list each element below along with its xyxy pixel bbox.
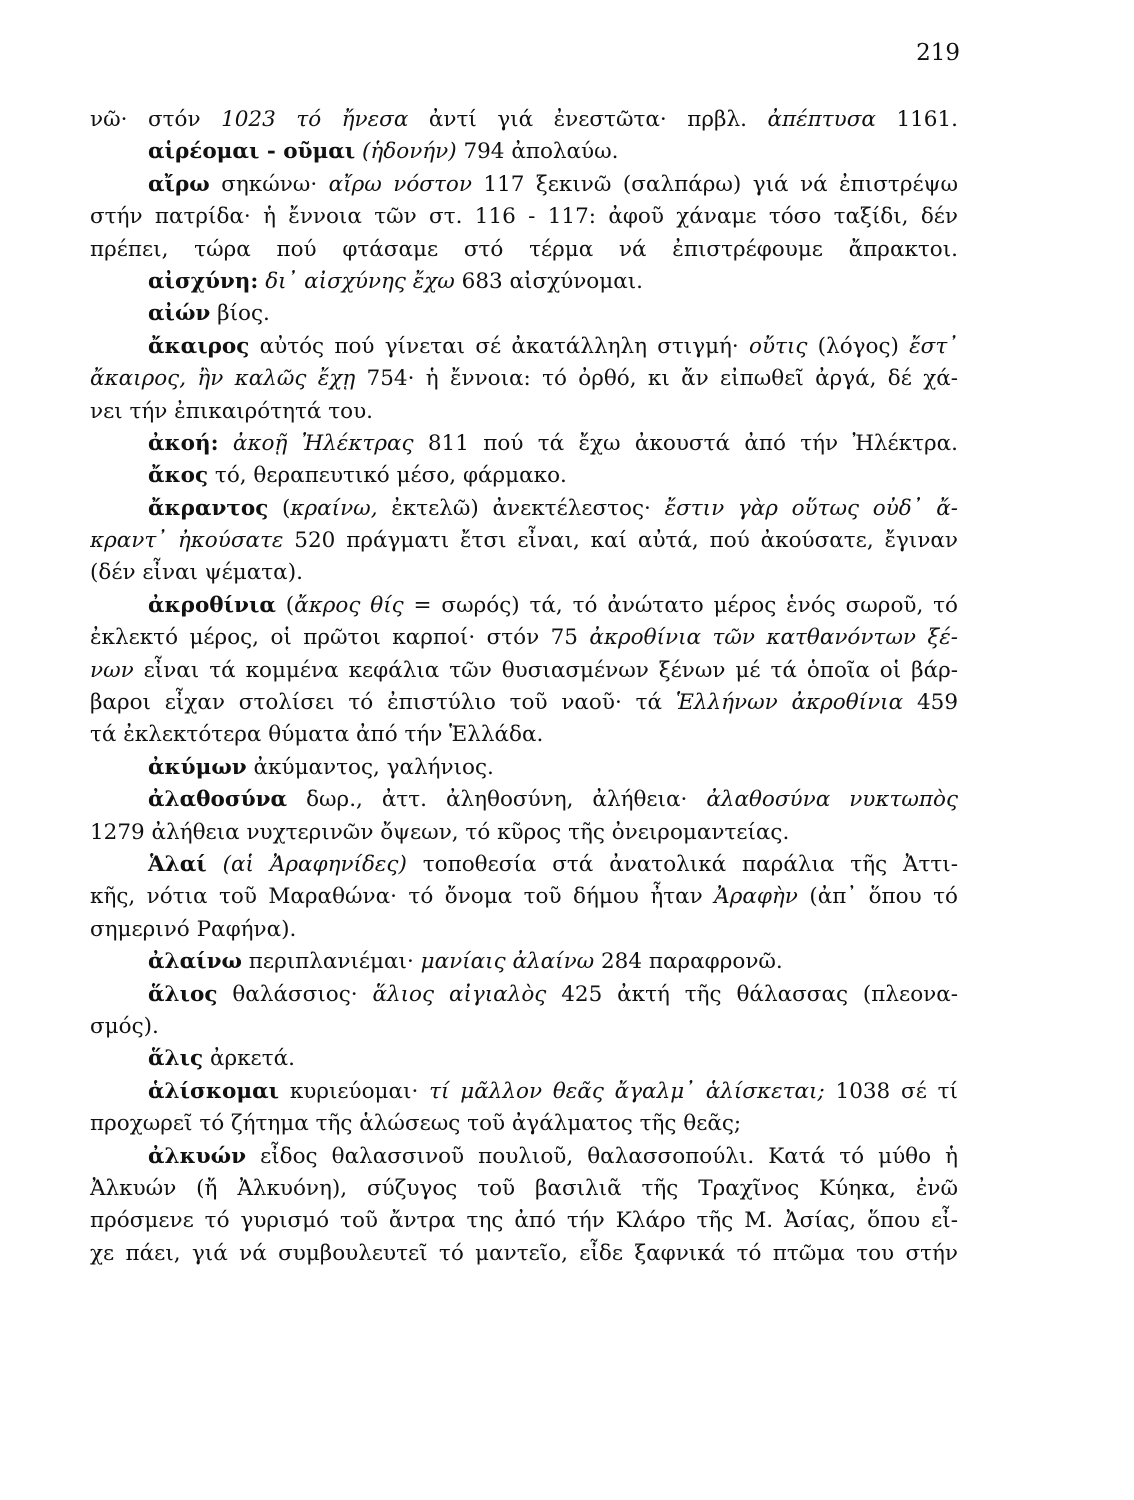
definition-text — [276, 107, 297, 132]
definition-text — [207, 852, 223, 877]
definition-text: 811 πού τά ἔχω ἀκουστά ἀπό τήν Ἠλέκτρα. — [413, 430, 958, 456]
definition-text: χε πάει, γιά νά συμβουλευτεῖ τό μαντεῖο, εἶδε ξαφνικά τό πτῶμα του στήν — [90, 1240, 958, 1266]
quotation: (αἱ Ἀραφηνίδες) — [222, 851, 407, 877]
quotation: ἔστ᾽ — [909, 333, 958, 359]
text-line — [90, 784, 958, 816]
definition-text: 459 — [903, 690, 958, 716]
definition-text — [219, 431, 233, 456]
headword: ἄκος — [148, 463, 209, 489]
quotation: μανίαις ἀλαίνω — [420, 949, 595, 975]
definition-text: στήν πατρίδα· ἡ ἔννοια τῶν στ. 116 - 117: ἀφοῦ χάναμε τόσο ταξίδι, δέν — [90, 204, 958, 230]
text-line — [90, 428, 958, 460]
glossary-text — [90, 104, 958, 1270]
definition-text: ( — [275, 592, 295, 618]
quotation: τό ἤνεσα — [296, 107, 409, 132]
text-line — [90, 1238, 958, 1270]
definition-text: βαροι εἶχαν στολίσει τό ἐπιστύλιο τοῦ ναοῦ· τά — [90, 690, 676, 716]
text-line — [90, 525, 958, 557]
definition-text: δωρ., ἀττ. ἀληθοσύνη, ἀλήθεια· — [287, 787, 707, 813]
quotation: ἀκοῇ Ἠλέκτρας — [232, 430, 414, 456]
definition-text: (ἀπ᾽ ὅπου τό — [797, 884, 958, 910]
headword: αἰσχύνη: — [148, 268, 259, 294]
definition-text: 754· ἡ ἔννοια: τό ὀρθό, κι ἄν εἰπωθεῖ ἀργά, δέ χά- — [355, 366, 958, 392]
text-line — [90, 979, 958, 1011]
definition-text: θαλάσσιος· — [217, 981, 373, 1007]
definition-text: σμός). — [90, 1013, 159, 1039]
definition-text: σηκώνω· — [209, 171, 329, 197]
definition-text: ἀντί γιά ἐνεστῶτα· πρβλ. — [408, 107, 768, 132]
definition-text: 794 ἀπολαύω. — [456, 139, 619, 165]
text-line — [90, 493, 958, 525]
quotation: Ἀραφὴν — [714, 884, 798, 910]
headword: ἀλκυών — [148, 1143, 247, 1169]
definition-text: (λόγος) — [807, 333, 910, 359]
text-line — [90, 1076, 958, 1108]
text-line — [90, 104, 958, 136]
text-line — [90, 234, 958, 266]
definition-text: πρέπει, τώρα πού φτάσαμε στό τέρμα νά ἐπιστρέφουμε ἄπρακτοι. — [90, 236, 958, 262]
definition-text: 117 ξεκινῶ (σαλπάρω) γιά νά ἐπιστρέψω — [471, 171, 958, 197]
headword: ἅλιος — [148, 981, 218, 1007]
definition-text: κῆς, νότια τοῦ Μαραθώνα· τό ὄνομα τοῦ δήμου ἦταν — [90, 884, 715, 910]
text-line — [90, 1205, 958, 1237]
headword: ἄκραντος — [148, 495, 269, 521]
text-line — [90, 1108, 958, 1140]
text-line — [90, 460, 958, 492]
headword: αἴρω — [148, 171, 210, 197]
definition-text: Ἀλκυών (ἤ Ἀλκυόνη), σύζυγος τοῦ βασιλιᾶ τῆς Τραχῖνος Κύηκα, ἐνῶ — [90, 1175, 958, 1201]
text-line — [90, 1011, 958, 1043]
text-line — [90, 557, 958, 589]
definition-text: ἐκτελῶ) ἀνεκτέλεστος· — [377, 495, 665, 521]
quotation: κραντ᾽ ἠκούσατε — [90, 528, 284, 554]
text-line — [90, 881, 958, 913]
definition-text: αὐτός πού γίνεται σέ ἀκατάλληλη στιγμή· — [249, 333, 750, 359]
quotation: νων — [90, 657, 134, 683]
text-line — [90, 1141, 958, 1173]
definition-text: εἶναι τά κομμένα κεφάλια τῶν θυσιασμένων ξένων μέ τά ὁποῖα οἱ βάρ- — [133, 657, 958, 683]
definition-text — [355, 139, 362, 164]
headword: ἀκύμων — [148, 754, 247, 780]
text-line — [90, 817, 958, 849]
headword: ἀκροθίνια — [148, 592, 276, 618]
text-line — [90, 914, 958, 946]
text-line — [90, 590, 958, 622]
definition-text: 1279 ἀλήθεια νυχτερινῶν ὄψεων, τό κῦρος τῆς ὀνειρομαντείας. — [90, 819, 790, 845]
definition-text: (δέν εἶναι ψέματα). — [90, 560, 303, 586]
quotation: ἀκροθίνια τῶν κατθανόντων ξέ- — [589, 625, 958, 651]
text-line — [90, 1173, 958, 1205]
text-line — [90, 201, 958, 233]
definition-text: πρόσμενε τό γυρισμό τοῦ ἄντρα της ἀπό τήν Κλάρο τῆς Μ. Ἀσίας, ὅπου εἶ- — [90, 1208, 958, 1234]
text-line — [90, 136, 958, 168]
definition-text: κυριεύομαι· — [279, 1078, 430, 1104]
headword: ἀλαίνω — [148, 949, 242, 975]
text-line — [90, 363, 958, 395]
headword: Ἁλαί — [148, 851, 207, 877]
definition-text: ( — [268, 495, 291, 521]
definition-text: ἐκλεκτό μέρος, οἱ πρῶτοι καρποί· στόν 75 — [90, 625, 590, 651]
text-line — [90, 169, 958, 201]
quotation: Ἑλλήνων ἀκροθίνια — [675, 690, 904, 716]
definition-text: 1161. — [875, 107, 958, 132]
definition-text: εἶδος θαλασσινοῦ πουλιοῦ, θαλασσοπούλι. Κατά τό μύθο ἡ — [246, 1143, 958, 1169]
text-line — [90, 1043, 958, 1075]
definition-text: νει τήν ἐπικαιρότητά του. — [90, 398, 373, 424]
quotation: ἄκρος θίς — [294, 592, 404, 618]
headword: αἱρέομαι - οῦμαι — [148, 139, 356, 165]
headword: ἅλις — [148, 1046, 204, 1072]
quotation: ἅλιος αἰγιαλὸς — [372, 981, 547, 1007]
definition-text: σημερινό Ραφήνα). — [90, 916, 297, 942]
text-line — [90, 655, 958, 687]
definition-text: τοποθεσία στά ἀνατολικά παράλια τῆς Ἀττι- — [406, 851, 958, 877]
text-line — [90, 752, 958, 784]
definition-text: βίος. — [210, 301, 270, 327]
headword: ἀλαθοσύνα — [148, 787, 288, 813]
definition-text: 284 παραφρονῶ. — [594, 949, 783, 975]
page-number: 219 — [916, 40, 960, 66]
definition-text: 683 αἰσχύνομαι. — [454, 268, 644, 294]
text-line — [90, 719, 958, 751]
quotation: αἴρω νόστον — [328, 171, 472, 197]
text-line — [90, 849, 958, 881]
definition-text: 1038 σέ τί — [824, 1078, 958, 1104]
text-line — [90, 331, 958, 363]
definition-text: 425 ἀκτή τῆς θάλασσας (πλεονα- — [546, 981, 958, 1007]
headword: ἄκαιρος — [148, 333, 250, 359]
quotation: τί μᾶλλον θεᾶς ἄγαλμ᾽ ἁλίσκεται; — [429, 1078, 825, 1104]
definition-text: προχωρεῖ τό ζήτημα τῆς ἁλώσεως τοῦ ἀγάλματος τῆς θεᾶς; — [90, 1111, 742, 1137]
quotation: οὔτις — [749, 333, 808, 359]
text-line — [90, 396, 958, 428]
quotation: 1023 — [221, 107, 276, 132]
definition-text: ἀρκετά. — [203, 1046, 295, 1072]
text-line — [90, 946, 958, 978]
definition-text: νῶ· στόν — [90, 107, 222, 132]
quotation: ἔστιν γὰρ οὕτως οὐδ᾽ ἄ- — [664, 495, 958, 521]
definition-text: = σωρός) τά, τό ἀνώτατο μέρος ἑνός σωροῦ, τό — [403, 592, 958, 618]
definition-text: 520 πράγματι ἔτσι εἶναι, καί αὐτά, πού ἀκούσατε, ἔγιναν — [283, 528, 958, 554]
definition-text: τό, θεραπευτικό μέσο, φάρμακο. — [208, 463, 567, 489]
text-line — [90, 622, 958, 654]
quotation: (ἡδονήν) — [362, 139, 457, 165]
quotation: ἄκαιρος, ἢν καλῶς ἔχῃ — [90, 366, 356, 392]
quotation: κραίνω, — [290, 495, 378, 521]
headword: αἰών — [148, 301, 211, 327]
definition-text: περιπλανιέμαι· — [241, 949, 421, 975]
text-line — [90, 266, 958, 298]
quotation: ἀλαθοσύνα νυκτωπὸς — [706, 787, 958, 813]
quotation: ἀπέπτυσα — [767, 107, 876, 132]
text-line — [90, 687, 958, 719]
headword: ἁλίσκομαι — [148, 1078, 280, 1104]
definition-text: ἀκύμαντος, γαλήνιος. — [246, 754, 494, 780]
text-line — [90, 298, 958, 330]
quotation: δι᾽ αἰσχύνης ἔχω — [265, 268, 455, 294]
definition-text: τά ἐκλεκτότερα θύματα ἀπό τήν Ἑλλάδα. — [90, 722, 544, 748]
headword: ἀκοή: — [148, 430, 219, 456]
